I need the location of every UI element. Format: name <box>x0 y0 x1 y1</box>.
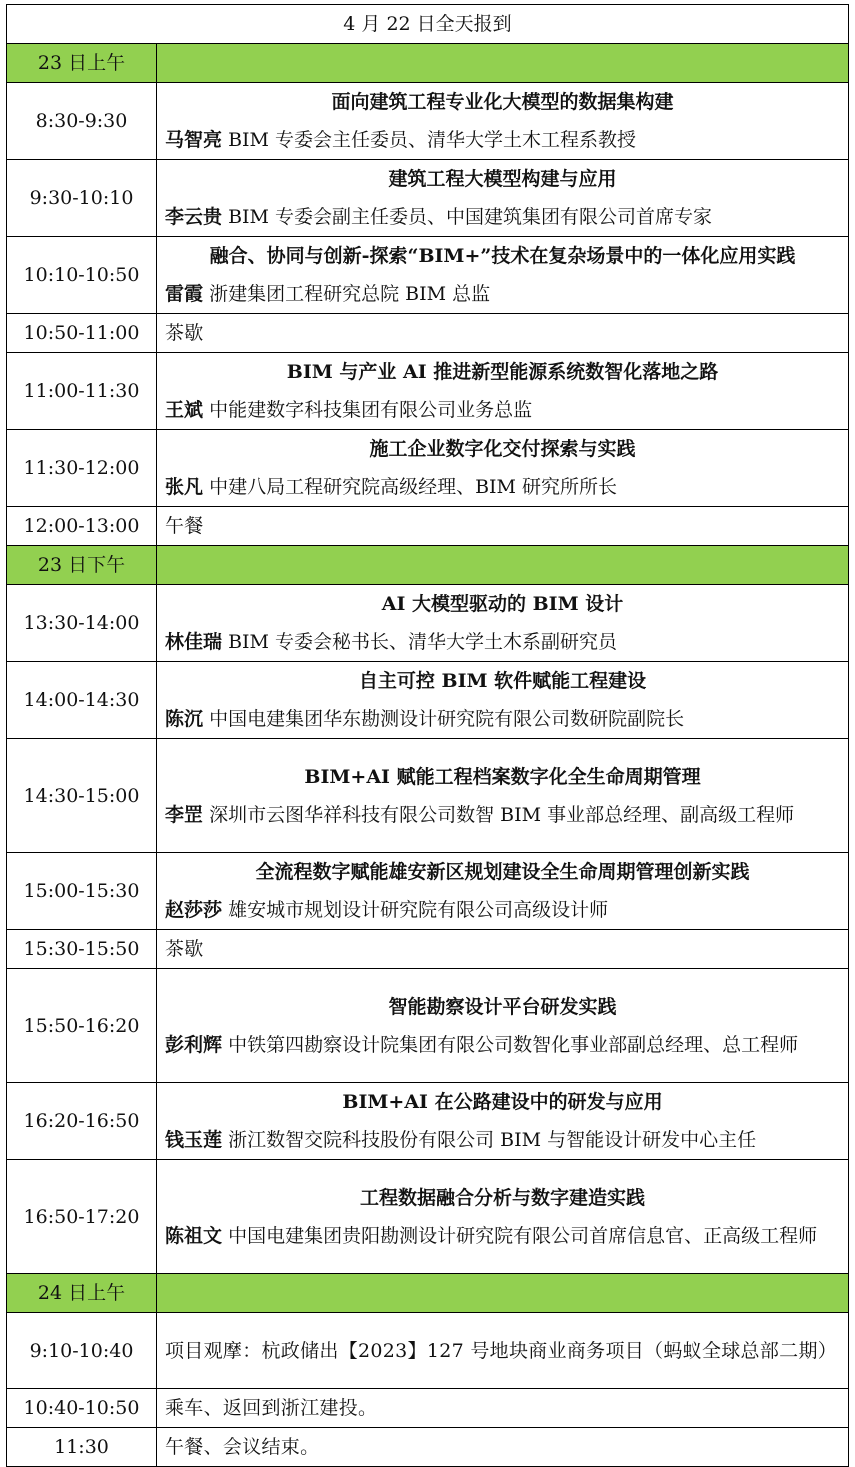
section-label: 24 日上午 <box>7 1274 157 1313</box>
content-cell <box>157 314 849 353</box>
agenda-item-row <box>7 1428 849 1467</box>
talk-row <box>7 160 849 237</box>
talk-title: 建筑工程大模型构建与应用 <box>388 168 617 190</box>
agenda-item-row <box>7 1389 849 1428</box>
time-cell: 9:10-10:40 <box>7 1313 157 1389</box>
section-header-row <box>7 44 849 83</box>
time-cell: 10:50-11:00 <box>7 314 157 353</box>
talk-row <box>7 739 849 853</box>
content-cell <box>157 930 849 969</box>
item-description: 乘车、返回到浙江建投。 <box>165 1397 378 1419</box>
speaker-line <box>165 796 840 834</box>
content-cell <box>157 662 849 739</box>
speaker-affiliation: BIM 专委会秘书长、清华大学土木系副研究员 <box>228 631 618 653</box>
time-cell: 11:30-12:00 <box>7 430 157 507</box>
section-blank-cell <box>157 44 849 83</box>
talk-row <box>7 1160 849 1274</box>
content-cell <box>157 1313 849 1389</box>
time-cell: 10:40-10:50 <box>7 1389 157 1428</box>
registration-row <box>7 5 849 44</box>
section-blank-cell <box>157 546 849 585</box>
speaker-affiliation: 深圳市云图华祥科技有限公司数智 BIM 事业部总经理、副高级工程师 <box>209 803 795 826</box>
time-cell: 14:30-15:00 <box>7 739 157 853</box>
talk-title: BIM+AI 在公路建设中的研发与应用 <box>342 1091 663 1113</box>
talk-title: 施工企业数字化交付探索与实践 <box>369 438 636 460</box>
time-cell: 15:00-15:30 <box>7 853 157 930</box>
item-description: 午餐、会议结束。 <box>165 1436 320 1458</box>
talk-row <box>7 853 849 930</box>
talk-title: 融合、协同与创新-探索“BIM+”技术在复杂场景中的一体化应用实践 <box>209 245 796 267</box>
agenda-table <box>6 4 849 1467</box>
item-description: 茶歇 <box>165 938 204 960</box>
speaker-affiliation: BIM 专委会主任委员、清华大学土木工程系教授 <box>228 129 637 151</box>
item-description: 午餐 <box>165 515 204 537</box>
agenda-item-row <box>7 930 849 969</box>
time-cell: 14:00-14:30 <box>7 662 157 739</box>
item-description: 茶歇 <box>165 322 204 344</box>
talk-row <box>7 83 849 160</box>
speaker-line <box>165 891 840 929</box>
talk-title: 智能勘察设计平台研发实践 <box>388 995 617 1018</box>
talk-title: 面向建筑工程专业化大模型的数据集构建 <box>331 91 674 113</box>
content-cell <box>157 160 849 237</box>
speaker-line <box>165 623 840 661</box>
time-cell: 13:30-14:00 <box>7 585 157 662</box>
content-cell <box>157 853 849 930</box>
time-cell: 11:00-11:30 <box>7 353 157 430</box>
time-cell: 8:30-9:30 <box>7 83 157 160</box>
time-cell: 15:30-15:50 <box>7 930 157 969</box>
speaker-affiliation: 雄安城市规划设计研究院有限公司高级设计师 <box>228 899 609 921</box>
speaker-affiliation: 中国电建集团贵阳勘测设计研究院有限公司首席信息官、正高级工程师 <box>228 1224 818 1247</box>
speaker-name: 林佳瑞 <box>165 631 223 653</box>
time-cell: 15:50-16:20 <box>7 969 157 1083</box>
speaker-line <box>165 468 840 506</box>
speaker-name: 陈祖文 <box>165 1224 223 1247</box>
speaker-line <box>165 1026 840 1064</box>
speaker-line <box>165 121 840 159</box>
speaker-line <box>165 1121 840 1159</box>
time-cell: 9:30-10:10 <box>7 160 157 237</box>
content-cell <box>157 585 849 662</box>
section-label: 23 日上午 <box>7 44 157 83</box>
content-cell <box>157 83 849 160</box>
talk-title: 全流程数字赋能雄安新区规划建设全生命周期管理创新实践 <box>255 861 750 883</box>
content-cell <box>157 739 849 853</box>
talk-title: BIM 与产业 AI 推进新型能源系统数智化落地之路 <box>286 361 719 383</box>
content-cell <box>157 237 849 314</box>
talk-title: 自主可控 BIM 软件赋能工程建设 <box>358 670 647 692</box>
speaker-name: 赵莎莎 <box>165 899 223 921</box>
speaker-name: 李罡 <box>165 803 204 826</box>
speaker-line <box>165 1217 840 1255</box>
speaker-name: 彭利辉 <box>165 1033 223 1056</box>
speaker-affiliation: 浙建集团工程研究总院 BIM 总监 <box>209 283 491 305</box>
content-cell <box>157 507 849 546</box>
agenda-item-row <box>7 507 849 546</box>
content-cell <box>157 969 849 1083</box>
section-header-row <box>7 546 849 585</box>
speaker-affiliation: 中建八局工程研究院高级经理、BIM 研究所所长 <box>209 476 618 498</box>
talk-row <box>7 1083 849 1160</box>
talk-title: AI 大模型驱动的 BIM 设计 <box>381 593 624 615</box>
content-cell <box>157 430 849 507</box>
talk-row <box>7 353 849 430</box>
speaker-name: 张凡 <box>165 476 204 498</box>
content-cell <box>157 353 849 430</box>
time-cell: 11:30 <box>7 1428 157 1467</box>
speaker-line <box>165 391 840 429</box>
speaker-affiliation: 浙江数智交院科技股份有限公司 BIM 与智能设计研发中心主任 <box>228 1129 757 1151</box>
speaker-line <box>165 275 840 313</box>
time-cell: 16:50-17:20 <box>7 1160 157 1274</box>
speaker-name: 王斌 <box>165 399 204 421</box>
content-cell <box>157 1428 849 1467</box>
talk-title: 工程数据融合分析与数字建造实践 <box>359 1186 645 1209</box>
time-cell: 12:00-13:00 <box>7 507 157 546</box>
content-cell <box>157 1160 849 1274</box>
item-description: 项目观摩：杭政储出【2023】127 号地块商业商务项目（蚂蚁全球总部二期） <box>165 1339 838 1362</box>
speaker-line <box>165 198 840 236</box>
time-cell: 16:20-16:50 <box>7 1083 157 1160</box>
time-cell: 10:10-10:50 <box>7 237 157 314</box>
content-cell <box>157 1389 849 1428</box>
speaker-affiliation: 中国电建集团华东勘测设计研究院有限公司数研院副院长 <box>209 708 685 730</box>
speaker-name: 陈沉 <box>165 708 204 730</box>
talk-title: BIM+AI 赋能工程档案数字化全生命周期管理 <box>304 765 701 788</box>
talk-row <box>7 662 849 739</box>
talk-row <box>7 585 849 662</box>
speaker-name: 马智亮 <box>165 129 223 151</box>
speaker-name: 钱玉莲 <box>165 1129 223 1151</box>
speaker-name: 李云贵 <box>165 206 223 228</box>
speaker-affiliation: BIM 专委会副主任委员、中国建筑集团有限公司首席专家 <box>228 206 713 228</box>
talk-row <box>7 237 849 314</box>
speaker-affiliation: 中能建数字科技集团有限公司业务总监 <box>209 399 533 421</box>
section-header-row <box>7 1274 849 1313</box>
speaker-affiliation: 中铁第四勘察设计院集团有限公司数智化事业部副总经理、总工程师 <box>228 1033 799 1056</box>
speaker-line <box>165 700 840 738</box>
section-label: 23 日下午 <box>7 546 157 585</box>
speaker-name: 雷霞 <box>165 283 204 305</box>
content-cell <box>157 1083 849 1160</box>
agenda-item-row <box>7 314 849 353</box>
agenda-item-row <box>7 1313 849 1389</box>
talk-row <box>7 430 849 507</box>
section-blank-cell <box>157 1274 849 1313</box>
talk-row <box>7 969 849 1083</box>
registration-text: 4 月 22 日全天报到 <box>7 5 849 44</box>
